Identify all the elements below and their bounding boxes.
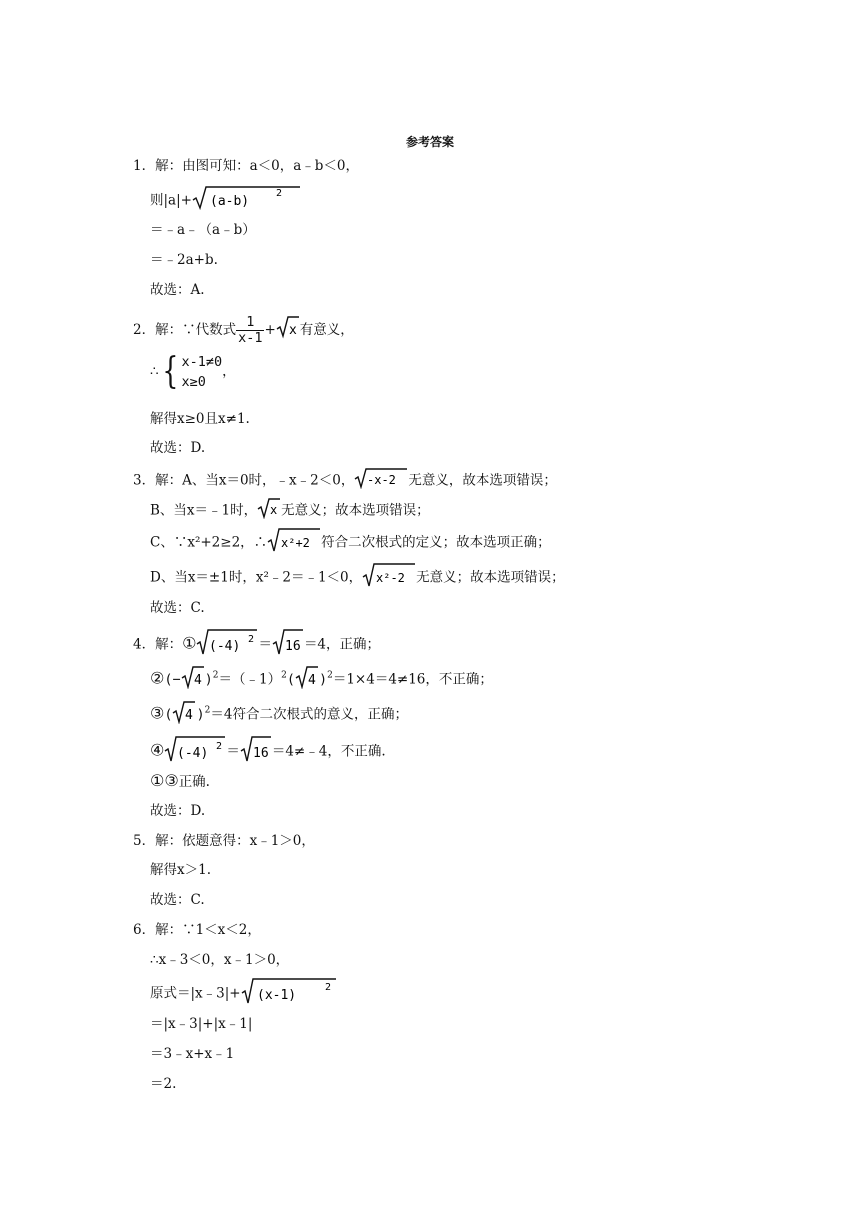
q4-rad-4: 16: [252, 746, 269, 761]
q6-rad-text: (x-1): [256, 988, 296, 1003]
sqrt-expression: [196, 628, 258, 662]
q3-line-2: [150, 497, 430, 525]
q3-rad-2: x: [270, 503, 278, 517]
therefore-symbol: ∴: [150, 363, 159, 380]
circled-3: ③: [150, 703, 165, 723]
q6-line-6: ＝2.: [150, 1076, 177, 1092]
q4-l2-paren-close: ): [204, 671, 213, 688]
q6-line-1: 6．解：∵1＜x＜2，: [133, 922, 261, 938]
q6-line-3-text: 原式＝|x﹣3|+: [150, 985, 241, 1002]
sqrt-expression: [192, 185, 302, 217]
q4-line-5: [150, 771, 210, 792]
q4-l2-rad2: 4: [307, 673, 316, 688]
q3-line-4: [150, 562, 565, 594]
q3-line-4-text: D、当x＝±1时，x²﹣2＝﹣1＜0，: [150, 569, 363, 586]
q4-l2-exp2: 2: [281, 670, 287, 681]
q3-line-3: [150, 527, 551, 559]
q4-rad-1: (-4): [209, 639, 241, 654]
sqrt-expression: [164, 735, 226, 769]
q1-line-5: 故选：A.: [150, 282, 205, 298]
q6-line-3: [150, 977, 337, 1011]
sqrt-expression: [354, 467, 408, 495]
q2-comma: ，: [222, 363, 236, 380]
q4-l3-paren-open: (: [164, 706, 173, 723]
q4-l2-mid: ＝（﹣1）: [218, 671, 282, 688]
q4-line-3-end: ＝4符合二次根式的意义，正确；: [210, 706, 408, 723]
q3-line-3-end: 符合二次根式的定义；故本选项正确；: [321, 534, 551, 551]
fraction: [236, 315, 264, 346]
q4-rad-3-exp: 2: [216, 741, 223, 752]
q2-line-3: 解得x≥0且x≠1.: [150, 411, 250, 427]
sqrt-expression: [276, 315, 300, 345]
q5-line-3: 故选：C.: [150, 892, 205, 908]
q3-line-5: 故选：C.: [150, 600, 205, 616]
sqrt-expression: [295, 665, 319, 695]
q3-rad-4: x²-2: [376, 571, 406, 585]
q4-rad-1-exp: 2: [248, 634, 255, 645]
case-1: x-1≠0: [181, 354, 223, 370]
q4-l3-exp: 2: [204, 705, 211, 716]
q3-rad-1: -x-2: [367, 473, 397, 487]
q4-line-2: [150, 665, 493, 695]
q4-l2-paren-open: (−: [164, 671, 181, 688]
q4-rad-3: (-4): [177, 746, 209, 761]
q4-l2-exp3: 2: [327, 670, 333, 681]
q4-rad-2: 16: [284, 639, 301, 654]
q6-line-2: ∴x﹣3＜0，x﹣1＞0，: [150, 952, 290, 968]
sqrt-expression: [267, 527, 321, 559]
q2-cases-line: [150, 352, 236, 392]
cases-block: [182, 352, 223, 392]
q2-line-1: [133, 315, 354, 346]
sqrt-expression: [172, 700, 196, 730]
case-2: x≥0: [181, 374, 206, 390]
q3-line-4-end: 无意义；故本选项错误；: [416, 569, 565, 586]
sqrt-expression: [241, 977, 337, 1011]
q5-line-1: 5．解：依题意得：x﹣1＞0，: [133, 833, 315, 849]
q4-line-1-text: 4．解：: [133, 636, 183, 653]
q6-line-5: ＝3﹣x+x﹣1: [150, 1046, 235, 1062]
q2-line-1-end: 有意义，: [299, 321, 354, 338]
q1-rad-exp: 2: [275, 188, 282, 199]
left-brace: {: [162, 351, 179, 392]
circled-3b: ③: [164, 771, 179, 790]
q1-line-2: [150, 185, 302, 217]
circled-4: ④: [150, 740, 165, 760]
q3-line-1-text: 3．解：A、当x＝0时，﹣x﹣2＜0，: [133, 472, 355, 489]
q3-line-3-text: C、∵x²+2≥2，∴: [150, 534, 268, 551]
q4-l2-paren-close-2: ): [318, 671, 328, 688]
q1-line-1: 1．解：由图可知：a＜0，a﹣b＜0，: [133, 158, 360, 174]
q4-eq-1: ＝: [258, 636, 272, 653]
q4-l3-paren-close: ): [196, 706, 205, 723]
q3-line-1: [133, 467, 557, 495]
circled-1b: ①: [150, 771, 165, 790]
q2-line-4: 故选：D.: [150, 440, 206, 456]
q6-line-4: ＝|x﹣3|+|x﹣1|: [150, 1016, 253, 1032]
circled-1: ①: [182, 633, 197, 653]
q4-l2-paren-open-2: (: [286, 671, 295, 688]
q3-rad-3: x²+2: [281, 536, 311, 550]
q3-line-2-text: B、当x＝﹣1时，: [150, 502, 258, 519]
fraction-denominator: x-1: [238, 329, 263, 346]
circled-2: ②: [150, 668, 165, 688]
q3-line-1-end: 无意义，故本选项错误；: [408, 472, 557, 489]
q4-line-4-end: ＝4≠﹣4，不正确.: [271, 743, 386, 760]
fraction-numerator: 1: [236, 315, 264, 331]
q2-line-1-text: 2．解：∵代数式: [133, 321, 237, 338]
q4-line-2-end: ＝1×4＝4≠16，不正确；: [332, 671, 493, 688]
q3-line-2-end: 无意义；故本选项错误；: [281, 502, 430, 519]
sqrt-expression: [257, 497, 281, 525]
q4-line-5-text: 正确.: [178, 774, 210, 790]
q1-line-4: ＝﹣2a+b.: [150, 252, 218, 268]
q4-line-4: [150, 735, 386, 769]
sqrt-expression: [272, 628, 304, 662]
q5-line-2: 解得x＞1.: [150, 862, 211, 878]
q4-l2-exp: 2: [212, 670, 219, 681]
sqrt-expression: [362, 562, 416, 594]
q4-l2-rad: 4: [193, 673, 202, 688]
q6-rad-exp: 2: [324, 982, 331, 993]
q4-line-6: 故选：D.: [150, 803, 206, 819]
q4-line-1-end: ＝4，正确；: [303, 636, 381, 653]
q2-plus: +: [264, 321, 276, 338]
sqrt-expression: [181, 665, 205, 695]
page-title: 参考答案: [405, 135, 454, 149]
q4-line-1: [133, 628, 380, 662]
q2-rad-text: x: [288, 323, 297, 339]
q1-rad-text: (a-b): [209, 194, 250, 209]
q1-line-3: ＝﹣a﹣（a﹣b）: [150, 222, 256, 238]
sqrt-expression: [240, 735, 272, 769]
q4-eq-2: ＝: [226, 743, 240, 760]
q4-line-3: [150, 700, 408, 730]
q1-line-2-text: 则|a|+: [150, 192, 192, 209]
q4-l3-rad: 4: [185, 708, 194, 723]
